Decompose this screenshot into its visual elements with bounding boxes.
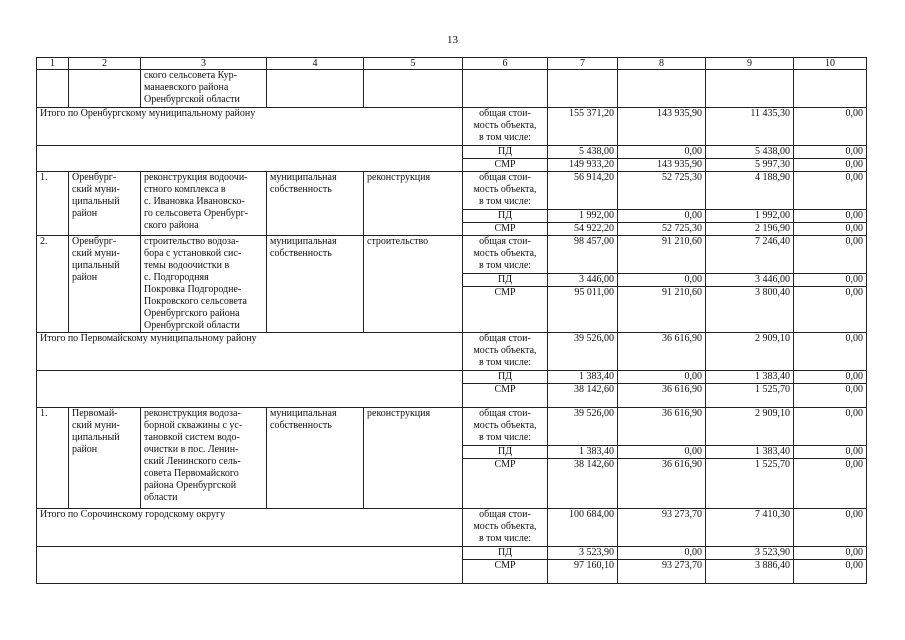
column-header: 8 (618, 58, 706, 70)
value-col8: 0,00 (618, 146, 706, 159)
value-col9: 1 525,70 (706, 459, 794, 509)
smr-label: СМР (463, 223, 548, 236)
value-col7: 95 011,00 (548, 287, 618, 333)
value-col7: 3 523,90 (548, 547, 618, 560)
value-col10: 0,00 (794, 408, 867, 446)
column-header-row (37, 58, 867, 70)
value-col10: 0,00 (794, 446, 867, 459)
smr-label: СМР (463, 384, 548, 408)
object-row (37, 172, 867, 210)
value-col7: 54 922,20 (548, 223, 618, 236)
pd-row (37, 547, 867, 560)
value-col9: 2 909,10 (706, 408, 794, 446)
value-col8: 36 616,90 (618, 333, 706, 371)
work-type-cell: строительство (364, 236, 463, 333)
column-header: 1 (37, 58, 69, 70)
value-col8: 36 616,90 (618, 408, 706, 446)
value-col9: 5 997,30 (706, 159, 794, 172)
pd-label: ПД (463, 274, 548, 287)
value-col10: 0,00 (794, 172, 867, 210)
column-header: 10 (794, 58, 867, 70)
value-col7: 3 446,00 (548, 274, 618, 287)
value-col10: 0,00 (794, 384, 867, 408)
value-col10: 0,00 (794, 159, 867, 172)
pd-row (37, 146, 867, 159)
value-col10: 0,00 (794, 287, 867, 333)
cost-label: общая стои- мость объекта, в том числе: (463, 509, 548, 547)
smr-label: СМР (463, 560, 548, 584)
work-type-cell: реконструкция (364, 408, 463, 509)
value-col8: 143 935,90 (618, 108, 706, 146)
value-col9: 3 800,40 (706, 287, 794, 333)
value-col8: 91 210,60 (618, 236, 706, 274)
value-col10: 0,00 (794, 274, 867, 287)
value-col8: 93 273,70 (618, 560, 706, 584)
group-title: Итого по Оренбургскому муниципальному району (37, 108, 463, 146)
page-number: 13 (447, 34, 458, 46)
column-header: 2 (69, 58, 141, 70)
pd-label: ПД (463, 446, 548, 459)
cost-label: общая стои- мость объекта, в том числе: (463, 333, 548, 371)
value-col10: 0,00 (794, 108, 867, 146)
value-col9: 1 525,70 (706, 384, 794, 408)
value-col7: 5 438,00 (548, 146, 618, 159)
pd-row (37, 371, 867, 384)
continuation-row (37, 70, 867, 108)
value-col8: 143 935,90 (618, 159, 706, 172)
group-title: Итого по Первомайскому муниципальному району (37, 333, 463, 371)
value-col8: 36 616,90 (618, 384, 706, 408)
group-total-row (37, 333, 867, 371)
value-col10: 0,00 (794, 223, 867, 236)
smr-row (37, 384, 867, 408)
value-col9: 1 383,40 (706, 446, 794, 459)
value-col8: 0,00 (618, 446, 706, 459)
value-col7: 97 160,10 (548, 560, 618, 584)
value-col8: 0,00 (618, 547, 706, 560)
value-col7: 149 933,20 (548, 159, 618, 172)
smr-row (37, 159, 867, 172)
value-col9: 1 383,40 (706, 371, 794, 384)
item-number: 1. (37, 408, 69, 509)
value-col7: 155 371,20 (548, 108, 618, 146)
value-col7: 56 914,20 (548, 172, 618, 210)
pd-label: ПД (463, 146, 548, 159)
ownership-cell: муниципальная собственность (267, 236, 364, 333)
object-name-cell: строительство водоза- бора с установкой сис- темы водоочистки в с. Подгородняя Покровка Подгородне- Покровского сельсовета Оренбургского района Оренбургской области (141, 236, 267, 333)
column-header: 7 (548, 58, 618, 70)
value-col8: 91 210,60 (618, 287, 706, 333)
group-total-row (37, 509, 867, 547)
column-header: 6 (463, 58, 548, 70)
value-col7: 1 992,00 (548, 210, 618, 223)
object-name-cell: ского сельсовета Кур- манаевского района Оренбургской области (141, 70, 267, 108)
work-type-cell: реконструкция (364, 172, 463, 236)
smr-row (37, 560, 867, 584)
investment-table (36, 57, 867, 584)
value-col9: 7 246,40 (706, 236, 794, 274)
value-col8: 36 616,90 (618, 459, 706, 509)
value-col9: 2 196,90 (706, 223, 794, 236)
smr-label: СМР (463, 287, 548, 333)
object-row (37, 236, 867, 274)
smr-label: СМР (463, 159, 548, 172)
pd-label: ПД (463, 547, 548, 560)
value-col9: 7 410,30 (706, 509, 794, 547)
value-col9: 4 188,90 (706, 172, 794, 210)
value-col7: 1 383,40 (548, 371, 618, 384)
value-col7: 38 142,60 (548, 384, 618, 408)
object-name-cell: реконструкция водоза- борной скважины с ус- тановкой систем водо- очистки в пос. Ленин- ский Ленинского сель- совета Первомайского района Оренбургской области (141, 408, 267, 509)
value-col9: 3 446,00 (706, 274, 794, 287)
object-name-cell: реконструкция водоочи- стного комплекса в с. Ивановка Ивановско- го сельсовета Оренбург- ского района (141, 172, 267, 236)
value-col7: 100 684,00 (548, 509, 618, 547)
value-col7: 98 457,00 (548, 236, 618, 274)
value-col9: 3 523,90 (706, 547, 794, 560)
column-header: 9 (706, 58, 794, 70)
value-col8: 52 725,30 (618, 223, 706, 236)
ownership-cell: муниципальная собственность (267, 408, 364, 509)
cost-label: общая стои- мость объекта, в том числе: (463, 408, 548, 446)
value-col9: 11 435,30 (706, 108, 794, 146)
district-cell: Оренбург- ский муни- ципальный район (69, 236, 141, 333)
value-col8: 0,00 (618, 371, 706, 384)
value-col10: 0,00 (794, 560, 867, 584)
column-header: 4 (267, 58, 364, 70)
district-cell: Оренбург- ский муни- ципальный район (69, 172, 141, 236)
cost-label: общая стои- мость объекта, в том числе: (463, 108, 548, 146)
value-col7: 1 383,40 (548, 446, 618, 459)
value-col7: 38 142,60 (548, 459, 618, 509)
value-col10: 0,00 (794, 146, 867, 159)
value-col7: 39 526,00 (548, 333, 618, 371)
value-col10: 0,00 (794, 236, 867, 274)
value-col10: 0,00 (794, 509, 867, 547)
value-col8: 93 273,70 (618, 509, 706, 547)
value-col9: 2 909,10 (706, 333, 794, 371)
value-col10: 0,00 (794, 459, 867, 509)
value-col8: 0,00 (618, 274, 706, 287)
value-col9: 1 992,00 (706, 210, 794, 223)
ownership-cell: муниципальная собственность (267, 172, 364, 236)
value-col8: 0,00 (618, 210, 706, 223)
value-col9: 5 438,00 (706, 146, 794, 159)
pd-label: ПД (463, 210, 548, 223)
group-total-row (37, 108, 867, 146)
cost-label: общая стои- мость объекта, в том числе: (463, 172, 548, 210)
object-row (37, 408, 867, 446)
item-number: 1. (37, 172, 69, 236)
pd-label: ПД (463, 371, 548, 384)
value-col10: 0,00 (794, 210, 867, 223)
value-col10: 0,00 (794, 547, 867, 560)
group-title: Итого по Сорочинскому городскому округу (37, 509, 463, 547)
value-col10: 0,00 (794, 371, 867, 384)
cost-label: общая стои- мость объекта, в том числе: (463, 236, 548, 274)
value-col7: 39 526,00 (548, 408, 618, 446)
value-col10: 0,00 (794, 333, 867, 371)
district-cell: Первомай- ский муни- ципальный район (69, 408, 141, 509)
value-col8: 52 725,30 (618, 172, 706, 210)
column-header: 5 (364, 58, 463, 70)
value-col9: 3 886,40 (706, 560, 794, 584)
smr-label: СМР (463, 459, 548, 509)
item-number: 2. (37, 236, 69, 333)
column-header: 3 (141, 58, 267, 70)
